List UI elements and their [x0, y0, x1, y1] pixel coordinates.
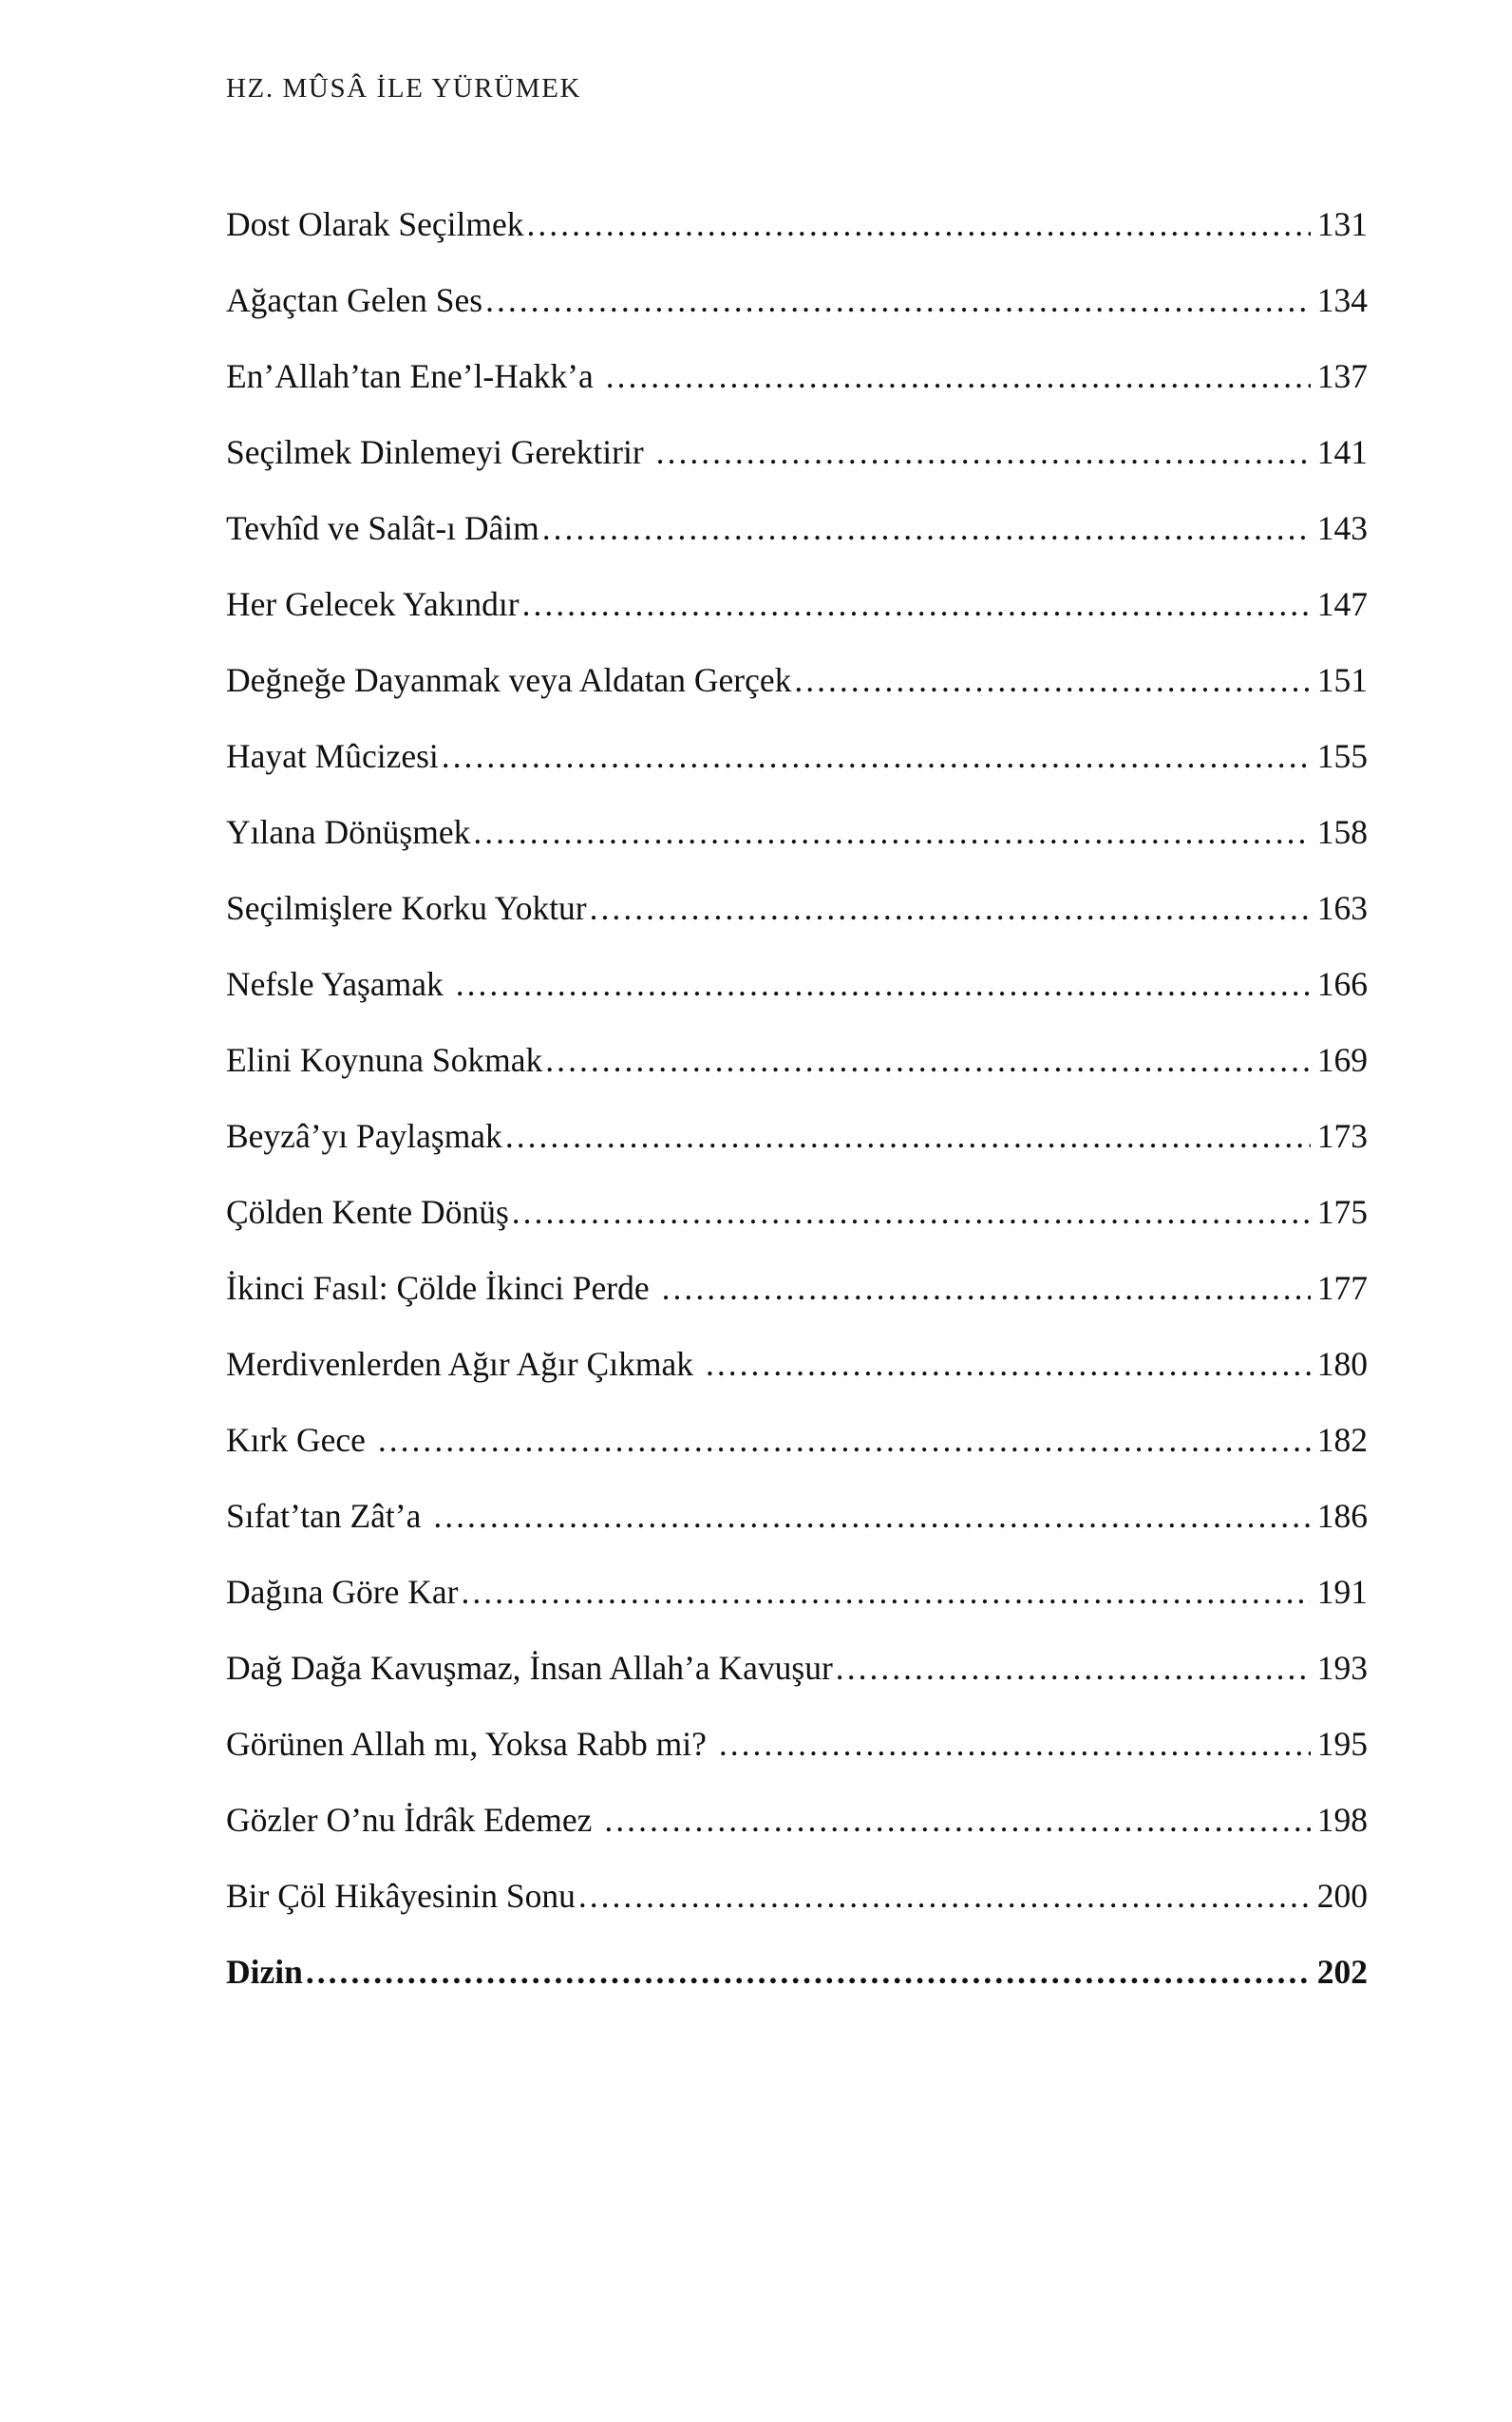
toc-entry-page-number: 166	[1316, 964, 1368, 1003]
toc-entry-title: Beyzâ’yı Paylaşmak	[226, 1116, 502, 1155]
toc-entry-page-number: 198	[1316, 1800, 1368, 1839]
toc-entry-page-number: 169	[1316, 1040, 1368, 1079]
toc-entry-title: Kırk Gece	[226, 1420, 366, 1459]
toc-entry-page-number: 155	[1316, 736, 1368, 775]
toc-entry-title: Dağ Dağa Kavuşmaz, İnsan Allah’a Kavuşur	[226, 1648, 833, 1687]
toc-entry-title: Hayat Mûcizesi	[226, 736, 439, 775]
toc-entry[interactable]	[226, 1250, 1368, 1326]
toc-entry-title: Dağına Göre Kar	[226, 1572, 459, 1611]
toc-entry[interactable]	[226, 338, 1368, 414]
toc-leader-dots	[461, 1554, 1310, 1630]
toc-leader-dots	[473, 794, 1310, 870]
toc-entry-title: Değneğe Dayanmak veya Aldatan Gerçek	[226, 660, 792, 699]
toc-leader-dots	[578, 1858, 1311, 1934]
toc-entry[interactable]	[226, 718, 1368, 794]
toc-entry-title: Çölden Kente Dönüş	[226, 1192, 509, 1231]
page-content	[226, 0, 1368, 2010]
toc-entry-page-number: 141	[1316, 432, 1368, 471]
toc-entry[interactable]	[226, 1402, 1368, 1478]
toc-entry-title: Ağaçtan Gelen Ses	[226, 280, 483, 319]
toc-entry-title: Dost Olarak Seçilmek	[226, 204, 524, 243]
toc-entry[interactable]	[226, 1174, 1368, 1250]
toc-entry-page-number: 202	[1316, 1952, 1368, 1991]
toc-entry[interactable]	[226, 1022, 1368, 1098]
toc-entry-title: Seçilmişlere Korku Yoktur	[226, 888, 587, 927]
toc-entry-title: Nefsle Yaşamak	[226, 964, 444, 1003]
toc-entry-page-number: 173	[1316, 1116, 1368, 1155]
toc-entry-title: Dizin	[226, 1952, 303, 1991]
toc-leader-dots	[485, 262, 1311, 338]
toc-entry[interactable]	[226, 1706, 1368, 1782]
toc-entry-page-number: 180	[1316, 1344, 1368, 1383]
toc-entry-page-number: 177	[1316, 1268, 1368, 1307]
toc-leader-dots	[656, 414, 1311, 490]
toc-entry-page-number: 143	[1316, 508, 1368, 547]
toc-entry-page-number: 175	[1316, 1192, 1368, 1231]
toc-leader-dots	[590, 870, 1311, 946]
table-of-contents	[226, 186, 1368, 2010]
toc-entry-page-number: 182	[1316, 1420, 1368, 1459]
toc-entry-page-number: 137	[1316, 356, 1368, 395]
toc-leader-dots	[527, 186, 1311, 262]
toc-leader-dots	[794, 642, 1310, 718]
toc-leader-dots	[545, 1022, 1310, 1098]
toc-entry-page-number: 134	[1316, 280, 1368, 319]
toc-entry-page-number: 186	[1316, 1496, 1368, 1535]
toc-entry-page-number: 163	[1316, 888, 1368, 927]
toc-entry[interactable]	[226, 1782, 1368, 1858]
toc-entry-page-number: 151	[1316, 660, 1368, 699]
toc-entry-page-number: 191	[1316, 1572, 1368, 1611]
toc-leader-dots	[512, 1174, 1311, 1250]
toc-leader-dots	[522, 566, 1311, 642]
toc-entry-page-number: 200	[1316, 1876, 1368, 1915]
toc-leader-dots	[505, 1098, 1311, 1174]
toc-leader-dots	[433, 1478, 1310, 1554]
toc-leader-dots	[706, 1326, 1311, 1402]
toc-entry-title: Gözler O’nu İdrâk Edemez	[226, 1800, 593, 1839]
toc-leader-dots	[719, 1706, 1311, 1782]
toc-entry-title: Elini Koynuna Sokmak	[226, 1040, 543, 1079]
toc-entry[interactable]	[226, 794, 1368, 870]
toc-entry-title: En’Allah’tan Ene’l-Hakk’a	[226, 356, 594, 395]
toc-leader-dots	[662, 1250, 1311, 1326]
toc-entry-title: Görünen Allah mı, Yoksa Rabb mi?	[226, 1724, 707, 1763]
toc-entry-page-number: 193	[1316, 1648, 1368, 1687]
toc-entry[interactable]	[226, 186, 1368, 262]
toc-entry-page-number: 158	[1316, 812, 1368, 851]
toc-entry-title: Merdivenlerden Ağır Ağır Çıkmak	[226, 1344, 693, 1383]
toc-entry-title: Yılana Dönüşmek	[226, 812, 471, 851]
toc-entry[interactable]	[226, 1630, 1368, 1706]
toc-leader-dots	[604, 1782, 1310, 1858]
toc-leader-dots	[442, 718, 1311, 794]
toc-entry-title: Tevhîd ve Salât-ı Dâim	[226, 508, 539, 547]
toc-leader-dots	[306, 1934, 1311, 2010]
toc-entry-title: Seçilmek Dinlemeyi Gerektirir	[226, 432, 644, 471]
toc-entry-page-number: 195	[1316, 1724, 1368, 1763]
toc-entry-title: Sıfat’tan Zât’a	[226, 1496, 422, 1535]
toc-entry[interactable]	[226, 1098, 1368, 1174]
running-header: HZ. MÛSÂ İLE YÜRÜMEK	[226, 73, 581, 104]
toc-entry-title: Her Gelecek Yakındır	[226, 584, 520, 623]
toc-entry[interactable]	[226, 642, 1368, 718]
toc-entry-title: Bir Çöl Hikâyesinin Sonu	[226, 1876, 576, 1915]
toc-leader-dots	[606, 338, 1311, 414]
toc-leader-dots	[456, 946, 1311, 1022]
toc-leader-dots	[836, 1630, 1311, 1706]
toc-entry[interactable]	[226, 566, 1368, 642]
toc-entry[interactable]	[226, 1934, 1368, 2010]
toc-entry[interactable]	[226, 1478, 1368, 1554]
toc-entry-page-number: 147	[1316, 584, 1368, 623]
toc-entry[interactable]	[226, 1554, 1368, 1630]
toc-entry[interactable]	[226, 262, 1368, 338]
toc-leader-dots	[378, 1402, 1311, 1478]
toc-entry[interactable]	[226, 414, 1368, 490]
toc-entry-title: İkinci Fasıl: Çölde İkinci Perde	[226, 1268, 650, 1307]
toc-leader-dots	[542, 490, 1311, 566]
toc-entry[interactable]	[226, 1326, 1368, 1402]
toc-entry[interactable]	[226, 870, 1368, 946]
toc-entry[interactable]	[226, 1858, 1368, 1934]
toc-entry-page-number: 131	[1316, 204, 1368, 243]
toc-entry[interactable]	[226, 946, 1368, 1022]
toc-entry[interactable]	[226, 490, 1368, 566]
